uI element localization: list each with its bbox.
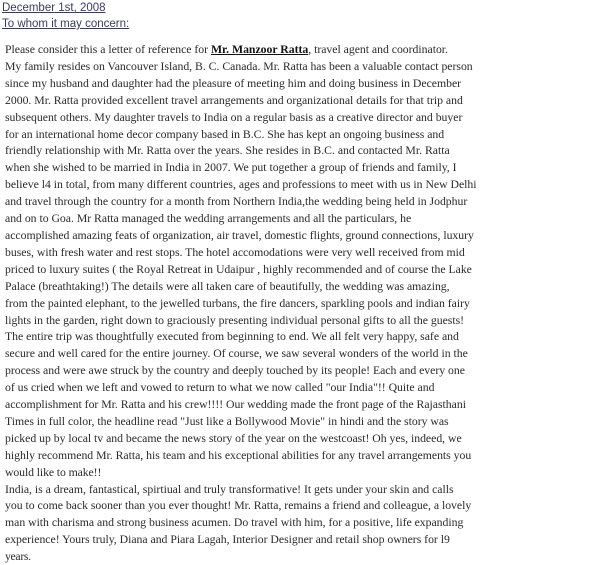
letter-line: since my husband and daughter had the pleasure of meeting him and doing business in December — [5, 75, 462, 90]
letter-line: when she wished to be married in India in 2007. We put together a group of friends and family, I — [5, 160, 457, 175]
letter-line: experience! Yours truly, Diana and Piara Lagah, Interior Designer and retail shop owners for l9 — [5, 532, 450, 547]
letter-line: buses, with fresh water and rest stops. The hotel accomodations were very well received from mid — [5, 244, 465, 259]
letter-line: subsequent others. My daughter travels to India on a regular basis as a creative director and buyer — [5, 109, 463, 124]
letter-line: 2000. Mr. Ratta provided excellent travel arrangements and organizational details for that trip and — [5, 92, 463, 107]
intro-before-name: Please consider this a letter of reference for — [5, 42, 211, 56]
letter-line: and on to Goa. Mr Ratta managed the wedding arrangements and all the particulars, he — [5, 211, 412, 226]
letter-line: highly recommend Mr. Ratta, his team and his exceptional abilities for any travel arrangements you — [5, 447, 472, 462]
letter-line: picked up by local tv and became the news story of the year on the westcoast! Oh yes, indeed, we — [5, 430, 462, 445]
salutation: To whom it may concern: — [2, 18, 130, 30]
letter-line: and travel through the country for a month from Northern India,the wedding being held in Jodphur — [5, 194, 468, 209]
letter-line: The entire trip was thoughtfully executed from beginning to end. We all felt very happy, safe and — [5, 329, 459, 344]
letter-line: you to come back sooner than you ever thought! Mr. Ratta, remains a friend and colleague, a lovely — [5, 498, 472, 513]
letter-line: priced to luxury suites ( the Royal Retreat in Udaipur , highly recommended and of course the Lake — [5, 261, 472, 276]
letter-line: believe l4 in total, from many different countries, ages and professions to meet with us in New Delhi — [5, 177, 477, 192]
letter-date: December 1st, 2008 — [2, 2, 106, 14]
letter-intro-line — [5, 41, 593, 58]
letter-line: Times in full color, the headline read "Just like a Bollywood Movie" in hindi and the story was — [5, 413, 449, 428]
letter-line: accomplished amazing feats of organization, air travel, domestic flights, ground connections, luxury — [5, 227, 474, 242]
letter-line: would like to make!! — [5, 464, 102, 479]
letter-line: years. — [5, 549, 31, 564]
letter-line: Palace (breathtaking!) The details were all taken care of beautifully, the wedding was amazing, — [5, 278, 450, 293]
letter-header — [2, 0, 129, 32]
letter-line: My family resides on Vancouver Island, B. C. Canada. Mr. Ratta has been a valuable contact person — [5, 58, 473, 73]
letter-line: man with charisma and strong business acumen. Do travel with him, for a positive, life expanding — [5, 515, 464, 530]
letter-line: accomplishment for Mr. Ratta and his crew!!!! Our wedding made the front page of the Rajasthani — [5, 397, 466, 412]
letter-line: India, is a dream, fantastical, spirtiual and truly transformative! It gets under your skin and calls — [5, 481, 454, 496]
letter-line: process and were awe struck by the country and deeply touched by its people! Each and every one — [5, 363, 465, 378]
reference-name: Mr. Manzoor Ratta — [210, 42, 309, 56]
letter-line: for an international home decor company based in B.C. She has kept an ongoing business and — [5, 126, 445, 141]
letter-line: friendly relationship with Mr. Ratta over the years. She resides in B.C. and contacted Mr. Ratta — [5, 143, 450, 158]
letter-line: lights in the garden, right down to graciously presenting individual personal gifts to all the guests! — [5, 312, 465, 327]
letter-line: of us cried when we left and vowed to return to what we now called "our India"!! Quite and — [5, 380, 435, 395]
intro-after-name: , travel agent and coordinator. — [308, 42, 448, 56]
letter-line: secure and well cared for the entire journey. Of course, we saw several wonders of the world in the — [5, 346, 468, 361]
letter-line: from the painted elephant, to the jewelled turbans, the fire dancers, sparkling pools and indian fairy — [5, 295, 470, 310]
letter-body — [5, 41, 595, 565]
